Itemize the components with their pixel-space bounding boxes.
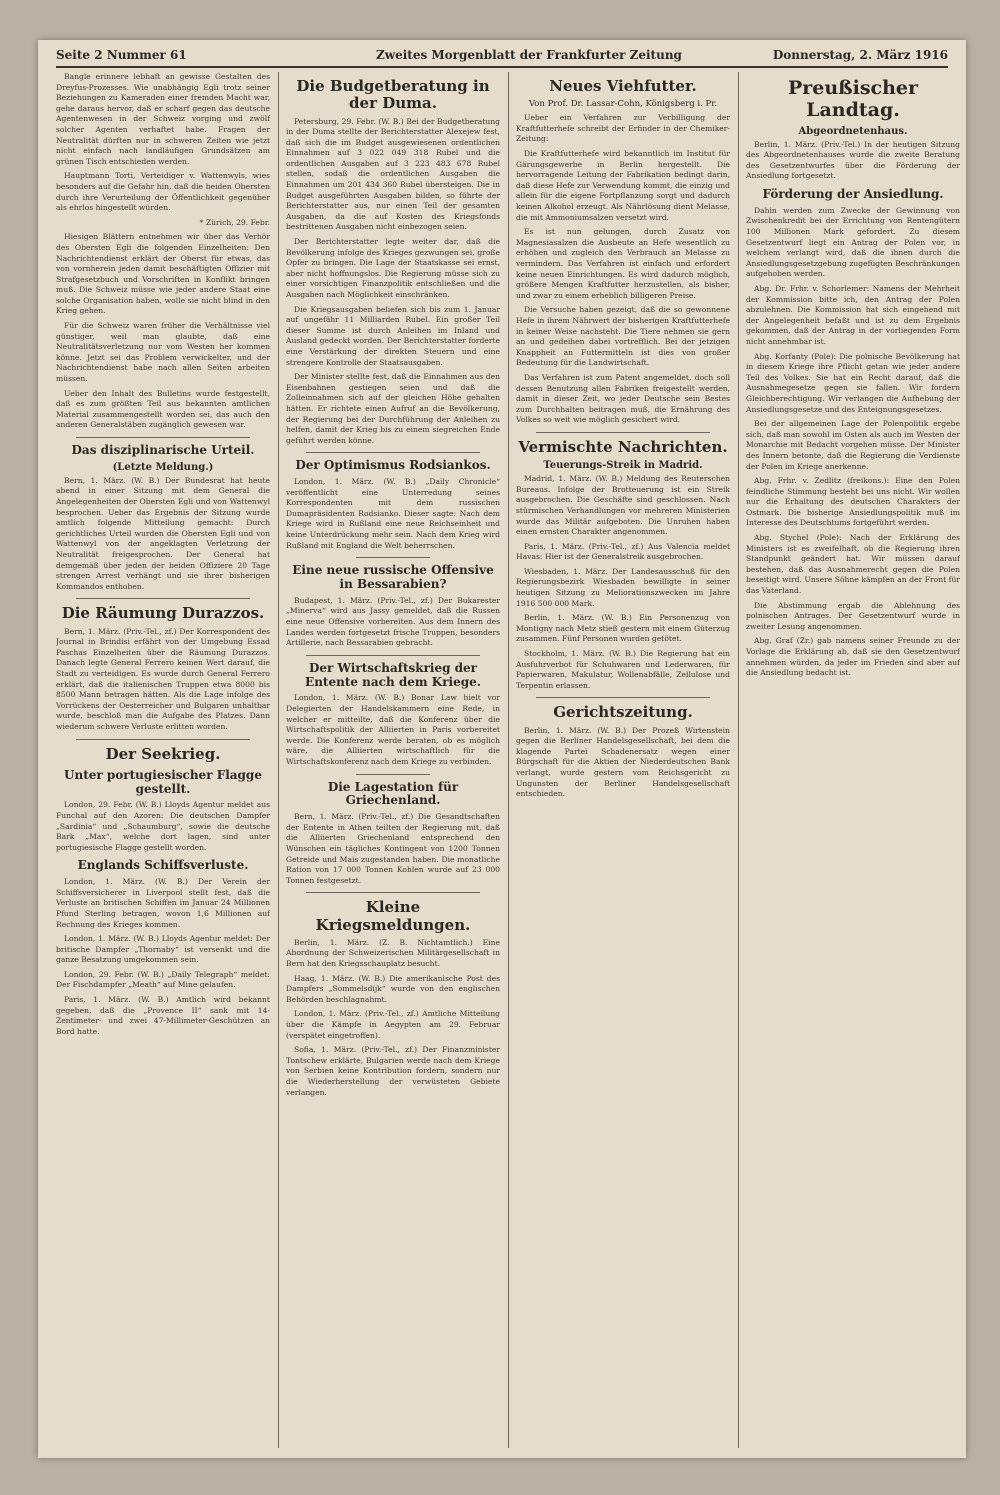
article-text: London, 1. März. (W. B.) Bonar Law hielt vor Delegierten der Handelskammern eine Rede, in welcher er mitteilte, daß die Konferenz über die Wirtschaftspolitik der Alliierten in Paris vorbereitet werde. Die Konferenz werde beraten, ob es möglich wäre, die Alliierten wirtschaftlich für die Wirtschaftskonferenz nach dem Kriege zu verbinden. [286, 693, 500, 766]
article-text: Ueber ein Verfahren zur Verbilligung der Kraftfutterhefe schreibt der Erfinder in der Chemiker-Zeitung: [516, 113, 730, 144]
headline-wirtschaftskrieg: Der Wirtschaftskrieg der Entente nach dem Kriege. [305, 660, 481, 689]
article-text: Bangle erinnere lebhaft an gewisse Gestalten des Dreyfus-Prozesses. Wie unabhängig Egli trotz seiner Beziehungen zu Kameraden einer fremden Macht war, gehe daraus hervor, daß er scharf gegen das deutsche Agentenwesen in der Schweiz vorging und zwölf solcher Agenten verhaftet habe. Fragen der Neutralität dürften nur in schweren Zeiten wie jetzt nicht einfach nach landläufigen Grundsätzen am grünen Tisch entschieden werden. [56, 72, 270, 166]
article-text: Wiesbaden, 1. März. Der Landesausschuß für den Regierungsbezirk Wiesbaden bewilligte in seiner heutigen Sitzung zu Meliorationszwecken im Jahre 1916 500 000 Mark. [516, 566, 730, 608]
article-text: Das Verfahren ist zum Patent angemeldet, doch soll dessen Benutzung allen Fabriken freigestellt werden, damit in dieser Zeit, wo jeder Deutsche sein Bestes zum Durchhalten beitragen muß, die Ernährung des Volkes so weit wie möglich gesichert wird. [516, 372, 730, 425]
header-masthead: Zweites Morgenblatt der Frankfurter Zeitung [376, 48, 682, 62]
column-3 [516, 72, 730, 1448]
article-text: Der Berichterstatter legte weiter dar, daß die Bevölkerung infolge des Krieges gezwungen sei, große Opfer zu bringen. Die Lage der Staatskasse sei ernst, aber nicht hoffnungslos. Die Regierung müsse sich zu einer vorsichtigen Finanzpolitik entschließen und die Ausgaben nach Möglichkeit einschränken. [286, 237, 500, 299]
article-text: Bern, 1. März. (Priv.-Tel., zf.) Die Gesandtschaften der Entente in Athen teilten der Regierung mit, daß die Alliierten Griechenland entsprechend den Wünschen ein tägliches Kontingent von 1200 Tonnen Getreide und Mais zugestanden haben. Die monatliche Ration von 17 000 Tonnen Kohlen wurde auf 23 000 Tonnen festgesetzt. [286, 812, 500, 885]
article-text: Dahin werden zum Zwecke der Gewinnung von Zwischenkredit bei der Errichtung von Rentengütern 100 Millionen Mark gefordert. Zu diesem Gesetzentwurf liegt ein Antrag der Polen vor, in welchem verlangt wird, daß die ihnen durch die Ansiedlungsgesetzgebung zugefügten Beschränkungen aufgehoben werden. [746, 205, 960, 279]
divider [536, 432, 710, 433]
article-text: Abg. Stychel (Pole): Nach der Erklärung des Ministers ist es zweifelhaft, ob die Regierung ihren Standpunkt geändert hat. Wir müssen darauf bestehen, daß das Ausnahmerecht gegen die Polen beseitigt wird. Unsere Söhne kämpfen an der Front für das Vaterland. [746, 533, 960, 596]
article-text: London, 29. Febr. (W. B.) Lloyds Agentur meldet aus Funchal auf den Azoren: Die deutschen Dampfer „Sardinia“ und „Schaumburg“, sowie die deutsche Bark „Max“, welche dort lagen, sind unter portugiesische Flagge gestellt worden. [56, 800, 270, 852]
article-text: Für die Schweiz waren früher die Verhältnisse viel günstiger, weil man glaubte, daß eine Neutralitätsverletzung nur vom Westen her kommen könne. Jetzt sei das Problem verwickelter, und der Nachrichtendienst habe nach allen Seiten arbeiten müssen. [56, 321, 270, 384]
article-text: Abg. Dr. Frhr. v. Schorlemer: Namens der Mehrheit der Kommission bitte ich, den Antrag der Polen abzulehnen. Die Kommission hat sich eingehend mit der Angelegenheit befaßt und ist zu dem Ergebnis gekommen, daß der Antrag in der vorliegenden Form nicht annehmbar ist. [746, 284, 960, 346]
column-rule [278, 72, 279, 1448]
article-text: Die Kriegsausgaben beliefen sich bis zum 1. Januar auf ungefähr 11 Milliarden Rubel. Ein großer Teil dieser Summe ist durch Anleihen im Inland und Ausland gedeckt worden. Der Berichterstatter forderte eine Verstärkung der direkten Steuern und eine strengere Kontrolle der Staatsausgaben. [286, 304, 500, 367]
column-rule [738, 72, 739, 1448]
article-text: Es ist nun gelungen, durch Zusatz von Magnesiasalzen die Ausbeute an Hefe wesentlich zu erhöhen und zugleich den Verbrauch an Melasse zu vermindern. Das Verfahren ist einfach und erfordert keine neuen Einrichtungen. Es wird dadurch möglich, größere Mengen Kraftfutter herzustellen, als bisher, und zwar zu einem erheblich billigeren Preise. [516, 227, 730, 300]
divider [356, 557, 430, 558]
article-text: London, 1. März. (W. B.) Der Verein der Schiffsversicherer in Liverpool stellt fest, daß die Verluste an britischen Schiffen im Januar 24 Millionen Pfund Sterling betragen, wovon 1,6 Millionen auf Rechnung des Krieges kommen. [56, 877, 270, 929]
article-text: Bern, 1. März. (W. B.) Der Bundesrat hat heute abend in einer Sitzung mit dem General die Angelegenheiten der Obersten Egli und von Wattenwyl besprochen. Ueber das Ergebnis der Sitzung wurde amtlich folgende Mitteilung gemacht: Durch gerichtliches Urteil wurden die Obersten Egli und von Wattenwyl von der angeklagten Verletzung der Neutralität freigesprochen. Der General hat demgemäß über jeden der beiden Offiziere 20 Tage strengen Arrest verhängt und sie ihrer bisherigen Kommandos enthoben. [56, 475, 270, 591]
page-header [56, 44, 948, 68]
headline-viehfutter: Neues Viehfutter. [549, 77, 697, 95]
headline-raeumung-durazzos: Die Räumung Durazzos. [61, 604, 265, 623]
divider [76, 739, 250, 740]
divider [306, 892, 480, 893]
header-page-number: Seite 2 Nummer 61 [56, 48, 187, 62]
headline-lagestation: Die Lagestation für Griechenland. [327, 779, 459, 808]
article-text: London, 29. Febr. (W. B.) „Daily Telegraph“ meldet: Der Fischdampfer „Meath“ auf Mine gelaufen. [56, 969, 270, 990]
article-text: Madrid, 1. März. (W. B.) Meldung des Reuterschen Bureaus. Infolge der Brotteuerung ist ein Streik ausgebrochen. Die Geschäfte sind geschlossen. Nach stürmischen Verhandlungen vor mehreren Ministerien wurde das Militär aufgeboten. Die Unruhen haben einen ernsten Charakter angenommen. [516, 474, 730, 537]
dateline: * Zürich, 29. Febr. [199, 217, 270, 227]
divider [536, 697, 710, 698]
article-text: Abg. Korfanty (Pole): Die polnische Bevölkerung hat in diesem Kriege ihre Pflicht getan wie jeder andere Teil des Volkes. Sie hat ein Recht darauf, daß die Ausnahmegesetze gegen sie fallen. Wir fordern Gleichberechtigung. Wir verlangen die Aufhebung der Ansiedlungsgesetze und des Enteignungsgesetzes. [746, 351, 960, 414]
divider [306, 655, 480, 656]
divider [76, 598, 250, 599]
article-text: Budapest, 1. März. (Priv.-Tel., zf.) Der Bukarester „Minerva“ wird aus Jassy gemeldet, daß die Russen eine neue Offensive vorbereiten. Aus dem Innern des Landes werden fortgesetzt frische Truppen, besonders Artillerie, nach Bessarabien gebracht. [286, 595, 500, 648]
divider [306, 452, 480, 453]
article-text: Petersburg, 29. Febr. (W. B.) Bei der Budgetberatung in der Duma stellte der Berichterstatter Alexejew fest, daß sich die im Budget ausgewiesenen ordentlichen Einnahmen auf 3 022 049 318 Rubel und die ordentlichen Ausgaben auf 3 223 483 678 Rubel stellen, sodaß die ordentlichen Ausgaben die Einnahmen um 201 434 360 Rubel übersteigen. Die in Budget ausgeführten Ausgaben bilden, so führte der Berichterstatter aus, nur einen Teil der gesamten Ausgaben, da die auf Kosten des Kriegsfonds bestrittenen Ausgaben nicht einbezogen seien. [286, 116, 500, 232]
article-text: Berlin, 1. März. (Z. B. Nichtamtlich.) Eine Abordnung der Schweizerischen Militärgesellschaft in Bern hat den Kriegsschauplatz besucht. [286, 937, 500, 969]
column-2 [286, 72, 500, 1448]
byline: Von Prof. Dr. Lassar-Cohn, Königsberg i. Pr. [528, 99, 718, 110]
article-text: Hauptmann Torti, Verteidiger v. Wattenwyls, wies besonders auf die Gefahr hin, daß die beiden Obersten durch ihre Verurteilung der Öffentlichkeit gegenüber als ehrlos hingestellt würden. [56, 171, 270, 213]
headline-gerichtszeitung: Gerichtszeitung. [553, 703, 693, 722]
headline-portugiesische-flagge: Unter portugiesischer Flagge gestellt. [64, 767, 262, 796]
headline-offensive-bessarabien: Eine neue russische Offensive in Bessarabien? [292, 563, 494, 592]
divider [356, 774, 430, 775]
article-text: London, 1. März. (W. B.) Lloyds Agentur meldet: Der britische Dampfer „Thornaby“ ist versenkt und die ganze Besatzung umgekommen sein. [56, 934, 270, 965]
article-text: Berlin, 1. März. (W. B.) Der Prozeß Wirtenstein gegen die Berliner Handelsgesellschaft, bei dem die klagende Partei Schadenersatz wegen einer Bürgschaft für die Aktien der Niederdeutschen Bank verlangt, wurde gestern vom Reichsgericht zu Ungunsten der Berliner Handelsgesellschaft entschieden. [516, 725, 730, 799]
header-date: Donnerstag, 2. März 1916 [772, 48, 948, 62]
article-text: Der Minister stellte fest, daß die Einnahmen aus den Eisenbahnen gestiegen seien und daß die Zolleinnahmen sich auf der gleichen Höhe gehalten hätten. Er richtete einen Aufruf an die Bevölkerung, der Regierung bei der Durchführung der Anleihen zu helfen, damit der Krieg bis zu einem siegreichen Ende geführt werden könne. [286, 372, 500, 445]
article-text: Abg. Frhr. v. Zedlitz (freikons.): Eine den Polen feindliche Stimmung besteht bei uns nicht. Wir wollen nur die Erhaltung des deutschen Charakters der Ostmark. Die bisherige Ansiedlungspolitik muß im Interesse des Deutschtums fortgeführt werden. [746, 476, 960, 528]
article-text: London, 1. März. (W. B.) „Daily Chronicle“ veröffentlicht eine Unterredung seines Korrespondenten mit dem russischen Dumapräsidenten Rodsianko. Dieser sagte: Nach dem Kriege wird in Rußland eine neue Reichseinheit und keine Unterdrückung mehr sein. Nach dem Krieg wird Rußland mit England die Welt beherrschen. [286, 477, 500, 550]
article-text: Die Versuche haben gezeigt, daß die so gewonnene Hefe in ihrem Nährwert der bisherigen Kraftfutterhefe in keiner Weise nachsteht. Die Tiere nehmen sie gern an und gedeihen dabei vortrefflich. Bei der jetzigen Knappheit an Futtermitteln ist dies von großer Bedeutung für die Landwirtschaft. [516, 305, 730, 368]
headline-seekrieg: Der Seekrieg. [105, 744, 221, 763]
headline-ansiedlung: Förderung der Ansiedlung. [762, 187, 944, 202]
headline-preussischer-landtag: Preußischer Landtag. [787, 77, 919, 121]
article-text: Paris, 1. März. (W. B.) Amtlich wird bekannt gegeben, daß die „Provence II“ sank mit 14-Zentimeter- und zwei 47-Millimeter-Geschützen an Bord hatte. [56, 995, 270, 1036]
article-text: Haag, 1. März. (W. B.) Die amerikanische Post des Dampfers „Sommelsdijk“ wurde von den englischen Behörden beschlagnahmt. [286, 973, 500, 1004]
headline-optimismus: Der Optimismus Rodsiankos. [295, 458, 491, 473]
article-text: Abg. Graf (Zr.) gab namens seiner Freunde zu der Vorlage die Erklärung ab, daß sie den Gesetzentwurf annehmen würden, da jeder im Frieden sind aber auf die Ansiedlung bedacht ist. [746, 636, 960, 678]
headline-disziplinarisches-urteil: Das disziplinarische Urteil. [71, 443, 255, 457]
article-text: Hiesigen Blättern entnehmen wir über das Verhör des Obersten Egli die folgenden Einzelheiten: Den Nachrichtendienst erklärt der Oberst für etwas, das von vornherein jeden damit beschäftigten Offizier mit Strafgesetzbuch und Vorschriften in Konflikt bringen muß. Die Schweiz müsse wie jeder andere Staat eine solche Organisation haben, wolle sie nicht blind in den Krieg gehen. [56, 232, 270, 316]
headline-budgetberatung: Die Budgetberatung in der Duma. [296, 77, 490, 113]
article-text: Die Abstimmung ergab die Ablehnung des polnischen Antrages. Der Gesetzentwurf wurde in zweiter Lesung angenommen. [746, 600, 960, 631]
article-text: Bern, 1. März. (Priv.-Tel., zf.) Der Korrespondent des Journal in Brindisi erfährt von der Umgebung Essad Paschas Einzelheiten über die Räumung Durazzos. Danach legte General Ferrero keinen Wert darauf, die Stadt zu verteidigen. Es wurde durch General Ferrero erklärt, daß die italienischen Truppen etwa 8000 bis 8500 Mann betragen hätten. Als die Lage infolge des Vorrückens der Oesterreicher und Bulgaren unhaltbar wurde, beschloß man die Aufgabe des Platzes. Dann wiederum schwere Verluste erlitten worden. [56, 626, 270, 731]
subheadline: (Letzte Meldung.) [112, 461, 214, 473]
headline-kriegsmeldungen: Kleine Kriegsmeldungen. [315, 898, 471, 934]
article-text: Paris, 1. März. (Priv.-Tel., zf.) Aus Valencia meldet Havas: Hier ist der Generalstreik ausgebrochen. [516, 541, 730, 562]
subheadline: Abgeordnetenhaus. [798, 125, 908, 137]
column-1 [56, 72, 270, 1448]
article-text: London, 1. März. (Priv.-Tel., zf.) Amtliche Mitteilung über die Kämpfe in Aegypten am 29. Februar (verspätet eingetroffen). [286, 1009, 500, 1040]
article-text: Berlin, 1. März. (Priv.-Tel.) In der heutigen Sitzung des Abgeordnetenhauses wurde die zweite Beratung des Gesetzentwurfes über die Förderung der Ansiedlung fortgesetzt. [746, 139, 960, 181]
article-text: Stockholm, 1. März. (W. B.) Die Regierung hat ein Ausfuhrverbot für Schuhwaren und Lederwaren, für Papierwaren, Makulatur, Wollenabfälle, Zellulose und Terpentin erlassen. [516, 649, 730, 690]
divider [76, 437, 250, 438]
article-text: Sofia, 1. März. (Priv.-Tel., zf.) Der Finanzminister Tontschew erklärte, Bulgarien werde nach dem Kriege von Serbien keine Kontribution fordern, sondern nur die Wiederherstellung der verwüsteten Gebiete verlangen. [286, 1045, 500, 1097]
column-rule [508, 72, 509, 1448]
headline-schiffsverluste: Englands Schiffsverluste. [77, 858, 249, 873]
article-text: Berlin, 1. März. (W. B.) Ein Personenzug von Montigny nach Metz stieß gestern mit einem Güterzug zusammen. Fünf Personen wurden getötet. [516, 613, 730, 644]
article-text: Die Kraftfutterhefe wird bekanntlich im Institut für Gärungsgewerbe in Berlin hergestellt. Die hervorragende Leitung der Fabrikation bedingt darin, daß diese Hefe zur Verwendung kommt, die einzig und allein für die eigene Fortpflanzung sorgt und dadurch keinen Alkohol erzeugt. Als Nährlösung dient Melasse, die mit Ammoniumsalzen versetzt wird. [516, 149, 730, 222]
article-text: Ueber den Inhalt des Bulletins wurde festgestellt, daß es zum größten Teil aus bekannten amtlichen Material zusammengestellt worden sei, das auch den anderen Generalstäben zugänglich gewesen war. [56, 388, 270, 430]
newspaper-page [38, 40, 966, 1458]
column-4 [746, 72, 960, 1448]
headline-vermischte-nachrichten: Vermischte Nachrichten. [518, 437, 728, 456]
subheadline: Teuerungs-Streik in Madrid. [543, 460, 703, 472]
article-text: Bei der allgemeinen Lage der Polenpolitik ergebe sich, daß man sowohl im Osten als auch im Westen der Monarchie mit Bedacht vorgehen müsse. Der Minister des Innern betonte, daß die Regierung die Verdienste der Polen im Kriege anerkenne. [746, 419, 960, 471]
